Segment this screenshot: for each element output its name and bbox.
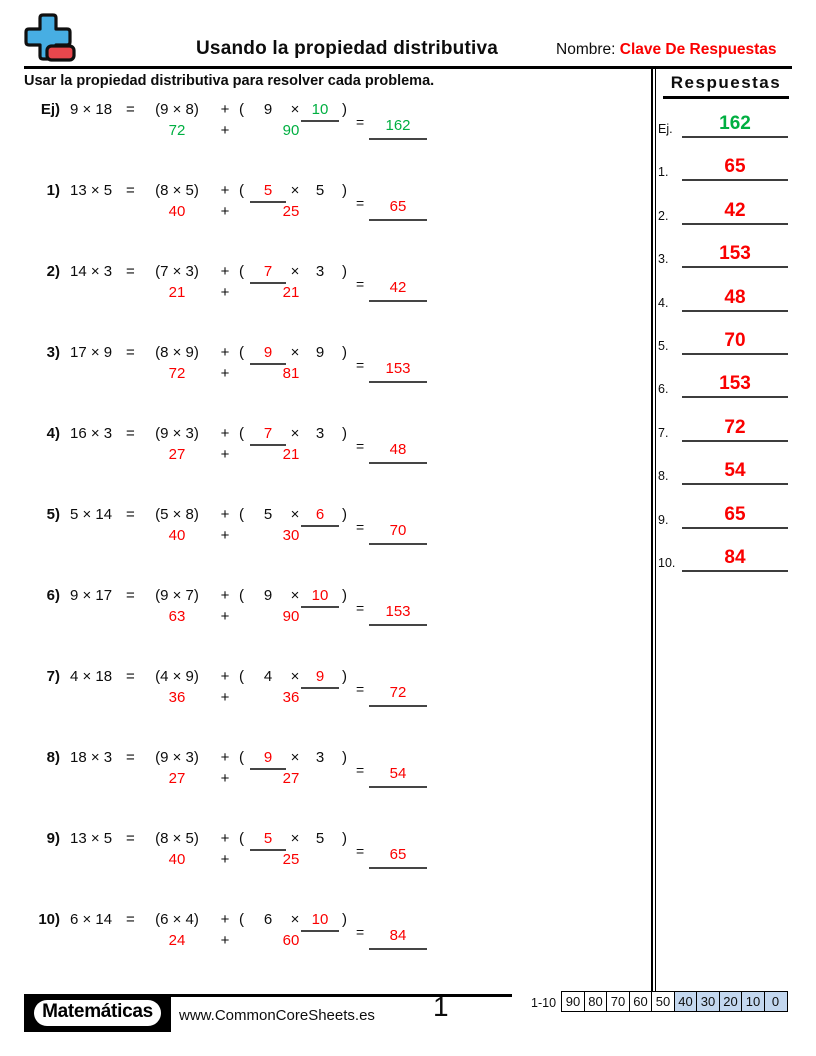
partial-product-1: 27 — [168, 770, 186, 787]
answer-value: 153 — [682, 242, 788, 268]
problem-number: 2) — [46, 263, 60, 280]
partial-product-1: 40 — [168, 527, 186, 544]
answer-row — [658, 408, 790, 442]
problem-answer-blank: 65 — [369, 845, 427, 869]
second-group-first-factor: 4 — [263, 668, 273, 685]
instruction-text: Usar la propiedad distributiva para resolver cada problema. — [24, 73, 435, 89]
second-group-first-factor: 7 — [250, 424, 286, 446]
brand-name: Matemáticas — [34, 1000, 161, 1026]
times-sign: × — [290, 668, 300, 685]
first-group: (8 × 5) — [155, 830, 199, 847]
plus-sign: + — [220, 770, 230, 787]
answer-value: 153 — [682, 372, 788, 398]
answer-value: 65 — [682, 155, 788, 181]
problem-expression: 5 × 14 — [70, 506, 113, 523]
answer-value: 65 — [682, 503, 788, 529]
equals-sign: = — [126, 587, 135, 604]
equals-sign: = — [126, 344, 135, 361]
times-sign: × — [290, 587, 300, 604]
problem-expression: 9 × 18 — [70, 101, 113, 118]
close-paren: ) — [342, 911, 347, 928]
plus-sign: + — [220, 203, 230, 220]
partial-product-2: 90 — [282, 122, 300, 139]
first-group: (7 × 3) — [155, 263, 199, 280]
problem-number: 7) — [46, 668, 60, 685]
answer-value: 54 — [682, 459, 788, 485]
close-paren: ) — [342, 263, 347, 280]
answer-value: 72 — [682, 416, 788, 442]
problem-expression: 9 × 17 — [70, 587, 113, 604]
partial-product-1: 36 — [168, 689, 186, 706]
answer-value: 48 — [682, 286, 788, 312]
equals-sign: = — [356, 519, 365, 535]
problem-answer-blank: 70 — [369, 521, 427, 545]
second-group-first-factor: 9 — [250, 343, 286, 365]
problem-answer-blank: 84 — [369, 926, 427, 950]
equals-sign: = — [356, 681, 365, 697]
plus-sign: + — [220, 446, 230, 463]
equals-sign: = — [126, 101, 135, 118]
answer-label: 2. — [658, 208, 669, 223]
answers-divider — [651, 69, 656, 993]
first-group: (5 × 8) — [155, 506, 199, 523]
problem-row — [24, 505, 644, 551]
plus-sign: + — [220, 263, 230, 280]
plus-sign: + — [220, 284, 230, 301]
score-cell: 40 — [674, 991, 698, 1012]
score-cell: 10 — [741, 991, 765, 1012]
partial-product-1: 24 — [168, 932, 186, 949]
partial-product-1: 21 — [168, 284, 186, 301]
answer-row — [658, 191, 790, 225]
answer-row — [658, 321, 790, 355]
first-group: (9 × 3) — [155, 425, 199, 442]
plus-sign: + — [220, 425, 230, 442]
times-sign: × — [290, 911, 300, 928]
equals-sign: = — [126, 911, 135, 928]
plus-sign: + — [220, 506, 230, 523]
plus-sign: + — [220, 749, 230, 766]
problem-answer-blank: 72 — [369, 683, 427, 707]
first-group: (9 × 8) — [155, 101, 199, 118]
equals-sign: = — [126, 749, 135, 766]
second-group-second-factor: 6 — [301, 505, 339, 527]
equals-sign: = — [126, 425, 135, 442]
open-paren: ( — [239, 587, 244, 604]
equals-sign: = — [126, 668, 135, 685]
second-group-first-factor: 7 — [250, 262, 286, 284]
score-range-label: 1-10 — [531, 996, 557, 1010]
answer-label: 8. — [658, 469, 669, 484]
problem-number: 4) — [46, 425, 60, 442]
answer-row — [658, 538, 790, 572]
problem-answer-blank: 153 — [369, 359, 427, 383]
second-group-second-factor: 5 — [315, 182, 325, 199]
equals-sign: = — [126, 830, 135, 847]
partial-product-2: 21 — [282, 284, 300, 301]
brand-logo — [24, 994, 171, 1032]
answer-row — [658, 451, 790, 485]
open-paren: ( — [239, 263, 244, 280]
score-cell: 90 — [561, 991, 585, 1012]
answer-row — [658, 364, 790, 398]
problem-number: 8) — [46, 749, 60, 766]
equals-sign: = — [356, 843, 365, 859]
close-paren: ) — [342, 506, 347, 523]
problem-row — [24, 343, 644, 389]
partial-product-1: 27 — [168, 446, 186, 463]
partial-product-2: 25 — [282, 851, 300, 868]
partial-product-2: 36 — [282, 689, 300, 706]
problem-expression: 4 × 18 — [70, 668, 113, 685]
problem-answer-blank: 42 — [369, 278, 427, 302]
partial-product-2: 30 — [282, 527, 300, 544]
problem-row — [24, 424, 644, 470]
problem-number: 6) — [46, 587, 60, 604]
problem-answer-blank: 48 — [369, 440, 427, 464]
equals-sign: = — [356, 114, 365, 130]
problem-number: 3) — [46, 344, 60, 361]
close-paren: ) — [342, 425, 347, 442]
answer-label: 5. — [658, 339, 669, 353]
problem-row — [24, 181, 644, 227]
second-group-second-factor: 5 — [315, 830, 325, 847]
score-cell: 60 — [629, 991, 653, 1012]
plus-sign: + — [220, 608, 230, 625]
first-group: (4 × 9) — [155, 668, 199, 685]
answer-row — [658, 104, 790, 138]
plus-sign: + — [220, 932, 230, 949]
open-paren: ( — [239, 749, 244, 766]
problem-expression: 16 × 3 — [70, 425, 113, 442]
problem-answer-blank: 54 — [369, 764, 427, 788]
page-title: Usando la propiedad distributiva — [196, 38, 498, 59]
times-sign: × — [290, 344, 300, 361]
score-cell: 80 — [584, 991, 608, 1012]
partial-product-1: 72 — [168, 365, 186, 382]
second-group-second-factor: 10 — [301, 910, 339, 932]
second-group-first-factor: 5 — [250, 829, 286, 851]
score-cell: 20 — [719, 991, 743, 1012]
close-paren: ) — [342, 668, 347, 685]
plus-sign: + — [220, 101, 230, 118]
times-sign: × — [290, 425, 300, 442]
problem-expression: 13 × 5 — [70, 830, 113, 847]
problem-answer-blank: 162 — [369, 116, 427, 140]
answer-value: 162 — [682, 112, 788, 138]
equals-sign: = — [356, 762, 365, 778]
second-group-second-factor: 3 — [315, 425, 325, 442]
answer-label: 9. — [658, 512, 669, 527]
second-group-second-factor: 3 — [315, 263, 325, 280]
equals-sign: = — [126, 263, 135, 280]
close-paren: ) — [342, 587, 347, 604]
equals-sign: = — [356, 924, 365, 940]
plus-sign: + — [220, 851, 230, 868]
second-group-first-factor: 9 — [250, 748, 286, 770]
open-paren: ( — [239, 830, 244, 847]
second-group-first-factor: 9 — [263, 101, 273, 118]
score-cell: 30 — [696, 991, 720, 1012]
times-sign: × — [290, 830, 300, 847]
problem-expression: 6 × 14 — [70, 911, 113, 928]
first-group: (9 × 3) — [155, 749, 199, 766]
times-sign: × — [290, 182, 300, 199]
score-cell: 0 — [764, 991, 788, 1012]
problem-row — [24, 586, 644, 632]
answer-label: 4. — [658, 295, 669, 310]
problem-answer-blank: 65 — [369, 197, 427, 221]
second-group-second-factor: 9 — [315, 344, 325, 361]
plus-sign: + — [220, 689, 230, 706]
answer-label: 10. — [658, 556, 676, 570]
second-group-first-factor: 5 — [250, 181, 286, 203]
partial-product-2: 25 — [282, 203, 300, 220]
first-group: (8 × 5) — [155, 182, 199, 199]
second-group-second-factor: 10 — [301, 100, 339, 122]
plus-sign: + — [220, 122, 230, 139]
site-url: www.CommonCoreSheets.es — [179, 1007, 375, 1024]
open-paren: ( — [239, 668, 244, 685]
partial-product-2: 90 — [282, 608, 300, 625]
plus-sign: + — [220, 587, 230, 604]
equals-sign: = — [356, 357, 365, 373]
problem-row — [24, 262, 644, 308]
problem-row — [24, 829, 644, 875]
plus-sign: + — [220, 344, 230, 361]
plus-sign: + — [220, 527, 230, 544]
problem-expression: 18 × 3 — [70, 749, 113, 766]
name-value: Clave De Respuestas — [619, 41, 777, 58]
plus-sign: + — [220, 911, 230, 928]
problem-row — [24, 100, 644, 146]
partial-product-1: 63 — [168, 608, 186, 625]
problem-expression: 14 × 3 — [70, 263, 113, 280]
answer-value: 42 — [682, 199, 788, 225]
score-table — [561, 991, 788, 1012]
answers-heading: Respuestas — [663, 73, 789, 99]
problem-expression: 17 × 9 — [70, 344, 113, 361]
open-paren: ( — [239, 911, 244, 928]
score-cell: 70 — [606, 991, 630, 1012]
first-group: (8 × 9) — [155, 344, 199, 361]
plus-sign: + — [220, 830, 230, 847]
times-sign: × — [290, 749, 300, 766]
open-paren: ( — [239, 101, 244, 118]
close-paren: ) — [342, 344, 347, 361]
close-paren: ) — [342, 830, 347, 847]
plus-sign: + — [220, 182, 230, 199]
equals-sign: = — [356, 195, 365, 211]
problem-number: 9) — [46, 830, 60, 847]
close-paren: ) — [342, 182, 347, 199]
second-group-second-factor: 9 — [301, 667, 339, 689]
problem-number: 1) — [46, 182, 60, 199]
answer-row — [658, 495, 790, 529]
partial-product-2: 81 — [282, 365, 300, 382]
answer-row — [658, 278, 790, 312]
answer-row — [658, 147, 790, 181]
problem-row — [24, 748, 644, 794]
problem-answer-blank: 153 — [369, 602, 427, 626]
problem-row — [24, 910, 644, 956]
second-group-first-factor: 6 — [263, 911, 273, 928]
times-sign: × — [290, 506, 300, 523]
second-group-second-factor: 3 — [315, 749, 325, 766]
open-paren: ( — [239, 344, 244, 361]
answer-label: 6. — [658, 382, 669, 397]
times-sign: × — [290, 101, 300, 118]
partial-product-2: 60 — [282, 932, 300, 949]
plus-sign: + — [220, 668, 230, 685]
page-number: 1 — [433, 991, 449, 1022]
problem-expression: 13 × 5 — [70, 182, 113, 199]
second-group-first-factor: 9 — [263, 587, 273, 604]
times-sign: × — [290, 263, 300, 280]
answer-label: 1. — [658, 165, 669, 180]
name-label: Nombre: — [556, 41, 616, 58]
equals-sign: = — [126, 182, 135, 199]
plus-sign: + — [220, 365, 230, 382]
answer-label: Ej. — [658, 122, 673, 136]
first-group: (6 × 4) — [155, 911, 199, 928]
score-cell: 50 — [651, 991, 675, 1012]
open-paren: ( — [239, 182, 244, 199]
second-group-first-factor: 5 — [263, 506, 273, 523]
equals-sign: = — [356, 600, 365, 616]
answer-label: 3. — [658, 252, 669, 267]
problem-number: 10) — [38, 911, 60, 928]
equals-sign: = — [356, 438, 365, 454]
problem-row — [24, 667, 644, 713]
open-paren: ( — [239, 506, 244, 523]
close-paren: ) — [342, 749, 347, 766]
answer-label: 7. — [658, 425, 669, 440]
open-paren: ( — [239, 425, 244, 442]
partial-product-1: 40 — [168, 851, 186, 868]
partial-product-2: 21 — [282, 446, 300, 463]
answer-value: 70 — [682, 329, 788, 355]
answer-row — [658, 234, 790, 268]
partial-product-2: 27 — [282, 770, 300, 787]
equals-sign: = — [356, 276, 365, 292]
partial-product-1: 72 — [168, 122, 186, 139]
close-paren: ) — [342, 101, 347, 118]
first-group: (9 × 7) — [155, 587, 199, 604]
partial-product-1: 40 — [168, 203, 186, 220]
problem-number: 5) — [46, 506, 60, 523]
equals-sign: = — [126, 506, 135, 523]
answer-value: 84 — [682, 546, 788, 572]
problem-number: Ej) — [40, 101, 60, 118]
second-group-second-factor: 10 — [301, 586, 339, 608]
